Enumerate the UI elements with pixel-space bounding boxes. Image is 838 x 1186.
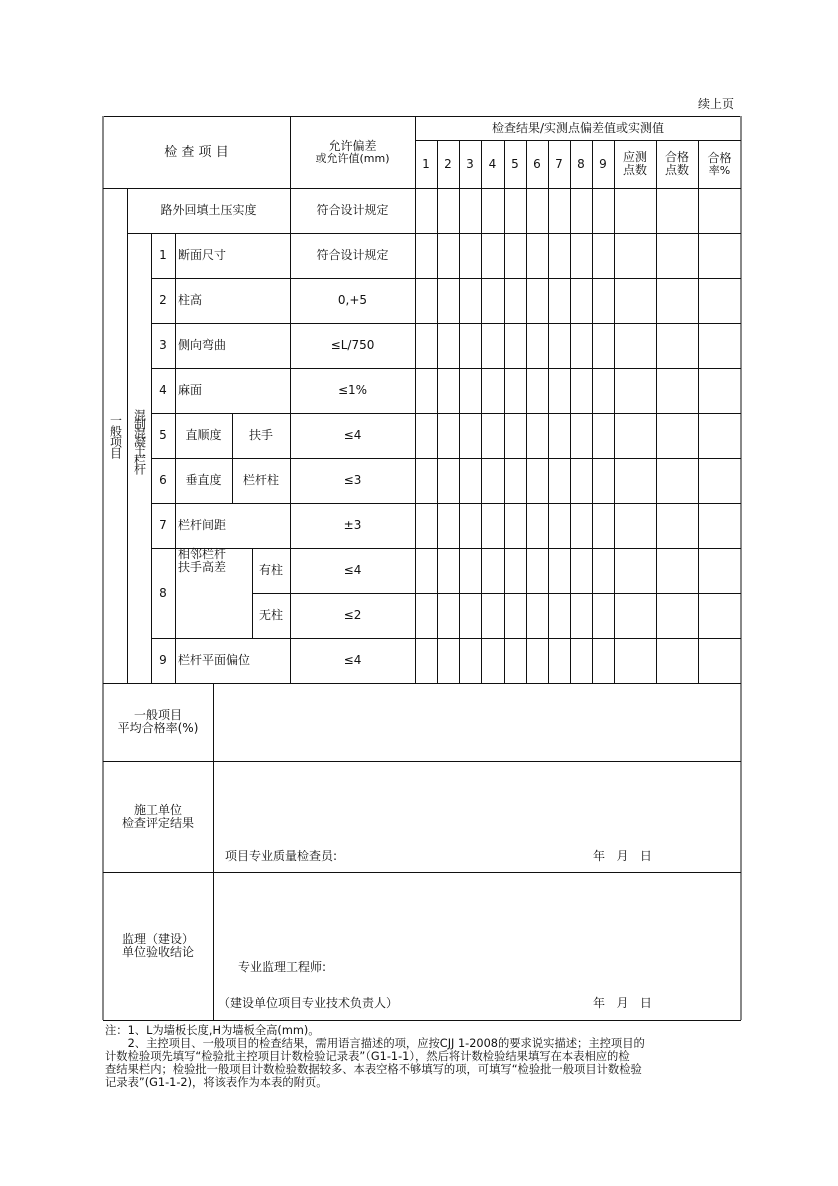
measure-cell[interactable] — [438, 504, 459, 548]
header-tolerance-line2: 或允许值(mm) — [315, 151, 390, 165]
category-general-text: 一般项目 — [108, 413, 123, 458]
measure-cell[interactable] — [416, 594, 437, 638]
contractor-l1: 施工单位 — [133, 802, 182, 817]
measure-cell[interactable] — [657, 369, 698, 413]
measure-cell[interactable] — [699, 414, 741, 458]
measure-cell[interactable] — [438, 234, 459, 278]
measure-cell[interactable] — [416, 459, 437, 503]
measure-cell[interactable] — [549, 279, 570, 323]
measure-cell[interactable] — [699, 549, 741, 593]
avg-rate-label — [103, 683, 213, 761]
measure-cell[interactable] — [615, 369, 656, 413]
measure-cell[interactable] — [482, 189, 504, 233]
measure-cell[interactable] — [482, 234, 504, 278]
header-point-2: 2 — [444, 156, 452, 171]
row8-name-l1: 相邻栏杆 — [178, 547, 227, 561]
supervisor-date: 年 月 日 — [593, 996, 652, 1010]
measure-cell[interactable] — [699, 639, 741, 683]
measure-cell[interactable] — [549, 234, 570, 278]
row9-no: 9 — [159, 653, 167, 667]
measure-cell[interactable] — [460, 459, 481, 503]
measure-cell[interactable] — [438, 369, 459, 413]
measure-cell[interactable] — [505, 324, 526, 368]
measure-cell[interactable] — [699, 234, 741, 278]
header-tolerance-line1: 允许偏差 — [328, 138, 377, 153]
row3-tol: ≤L/750 — [330, 338, 375, 352]
row7-no: 7 — [159, 518, 167, 532]
measure-cell[interactable] — [482, 414, 504, 458]
measure-cell[interactable] — [657, 504, 698, 548]
measure-cell[interactable] — [505, 414, 526, 458]
avg-rate-l1: 一般项目 — [133, 708, 182, 722]
measure-cell[interactable] — [593, 639, 614, 683]
measure-cell[interactable] — [615, 639, 656, 683]
measure-cell[interactable] — [657, 279, 698, 323]
measure-cell[interactable] — [527, 414, 548, 458]
measure-cell[interactable] — [571, 369, 592, 413]
row4-no: 4 — [159, 383, 167, 397]
row1-no: 1 — [159, 248, 167, 262]
measure-cell[interactable] — [593, 324, 614, 368]
row6-name: 垂直度 — [185, 473, 222, 487]
row8-sub-a: 有柱 — [258, 563, 283, 577]
header-qualified-points-l2: 点数 — [664, 163, 689, 177]
measure-cell[interactable] — [438, 459, 459, 503]
measure-cell[interactable] — [657, 639, 698, 683]
measure-cell[interactable] — [549, 324, 570, 368]
measure-cell[interactable] — [593, 549, 614, 593]
measure-cell[interactable] — [482, 369, 504, 413]
header-point-6: 6 — [533, 156, 541, 171]
header-qualified-rate-l2: 率% — [708, 163, 731, 177]
measure-cell[interactable] — [549, 549, 570, 593]
measure-cell[interactable] — [438, 279, 459, 323]
measure-cell[interactable] — [593, 594, 614, 638]
measure-cell[interactable] — [416, 504, 437, 548]
measure-cell[interactable] — [571, 459, 592, 503]
row1-tol: 符合设计规定 — [316, 248, 389, 262]
measure-cell[interactable] — [549, 414, 570, 458]
header-qualified-points-l1: 合格 — [664, 150, 689, 164]
supervisor-label — [103, 872, 213, 1020]
measure-cell[interactable] — [527, 639, 548, 683]
header-point-5: 5 — [511, 156, 519, 171]
measure-cell[interactable] — [482, 324, 504, 368]
measure-cell[interactable] — [657, 549, 698, 593]
measure-cell[interactable] — [527, 459, 548, 503]
measure-cell[interactable] — [699, 459, 741, 503]
measure-cell[interactable] — [416, 414, 437, 458]
note-line: 计数检验项先填写“检验批主控项目计数检验记录表”（G1-1-1），然后将计数检验结果填写在本表相应的检 — [105, 1050, 630, 1063]
supervisor-l2: 单位验收结论 — [121, 945, 194, 959]
measure-cell[interactable] — [438, 549, 459, 593]
row4-name: 麻面 — [178, 383, 203, 397]
measure-cell[interactable] — [482, 639, 504, 683]
measure-cell[interactable] — [571, 504, 592, 548]
measure-cell[interactable] — [460, 324, 481, 368]
measure-cell[interactable] — [527, 279, 548, 323]
contractor-sign: 项目专业质量检查员: — [225, 849, 338, 863]
row6-sub: 栏杆柱 — [242, 473, 279, 487]
row6-no: 6 — [159, 473, 167, 487]
row5-no: 5 — [159, 428, 167, 442]
header-point-7: 7 — [555, 156, 563, 171]
row5-sub: 扶手 — [248, 428, 273, 442]
header-qualified-rate-l1: 合格 — [707, 150, 732, 165]
measure-cell[interactable] — [460, 594, 481, 638]
supervisor-sign: 专业监理工程师: — [238, 960, 327, 974]
measure-cell[interactable] — [615, 189, 656, 233]
measure-cell[interactable] — [482, 279, 504, 323]
measure-cell[interactable] — [593, 234, 614, 278]
category-sub-text: 混制混凝土栏杆 — [132, 409, 147, 472]
measure-cell[interactable] — [549, 594, 570, 638]
header-qualified-rate — [698, 140, 741, 188]
measure-cell[interactable] — [615, 279, 656, 323]
measure-cell[interactable] — [505, 369, 526, 413]
row7-tol: ±3 — [343, 518, 362, 532]
measure-cell[interactable] — [657, 459, 698, 503]
measure-cell[interactable] — [527, 324, 548, 368]
measure-cell[interactable] — [549, 189, 570, 233]
header-point-8: 8 — [577, 156, 585, 171]
measure-cell[interactable] — [416, 279, 437, 323]
measure-cell[interactable] — [615, 459, 656, 503]
row9-tol: ≤4 — [343, 653, 362, 667]
row-backfill-tol: 符合设计规定 — [316, 203, 389, 217]
measure-cell[interactable] — [438, 639, 459, 683]
measure-cell[interactable] — [527, 369, 548, 413]
row3-no: 3 — [159, 338, 167, 352]
row7-name: 栏杆间距 — [178, 518, 227, 532]
measure-cell[interactable] — [438, 594, 459, 638]
measure-cell[interactable] — [571, 549, 592, 593]
row8-no: 8 — [159, 585, 167, 600]
measure-cell[interactable] — [505, 639, 526, 683]
measure-cell[interactable] — [460, 504, 481, 548]
measure-cell[interactable] — [527, 549, 548, 593]
measure-cell[interactable] — [699, 279, 741, 323]
measure-cell[interactable] — [482, 504, 504, 548]
row2-name: 柱高 — [178, 293, 203, 307]
row6-tol: ≤3 — [343, 473, 362, 487]
row1-name: 断面尺寸 — [178, 248, 227, 262]
measure-cell[interactable] — [505, 549, 526, 593]
measure-cell[interactable] — [571, 594, 592, 638]
measure-cell[interactable] — [460, 279, 481, 323]
measure-cell[interactable] — [593, 369, 614, 413]
header-qualified-points — [656, 140, 698, 188]
note-line: 注：1、L为墙板长度,H为墙板全高(mm)。 — [105, 1024, 320, 1037]
header-tolerance — [290, 116, 415, 188]
header-results-title: 检查结果/实测点偏差值或实测值 — [491, 120, 665, 135]
measure-cell[interactable] — [505, 234, 526, 278]
row8-sub-b: 无柱 — [258, 608, 283, 622]
measure-cell[interactable] — [615, 414, 656, 458]
measure-cell[interactable] — [505, 279, 526, 323]
measure-cell[interactable] — [615, 324, 656, 368]
measure-cell[interactable] — [416, 549, 437, 593]
header-point-9: 9 — [599, 156, 607, 171]
header-should-measure — [614, 140, 656, 188]
measure-cell[interactable] — [593, 414, 614, 458]
measure-cell[interactable] — [460, 639, 481, 683]
avg-rate-l2: 平均合格率(%) — [117, 721, 199, 735]
measure-cell[interactable] — [699, 369, 741, 413]
measure-cell[interactable] — [416, 189, 437, 233]
measure-cell[interactable] — [699, 594, 741, 638]
header-should-measure-l1: 应测 — [622, 150, 647, 164]
measure-cell[interactable] — [699, 504, 741, 548]
measure-cell[interactable] — [657, 234, 698, 278]
measure-cell[interactable] — [615, 549, 656, 593]
measure-cell[interactable] — [527, 594, 548, 638]
measure-cell[interactable] — [505, 189, 526, 233]
category-general — [103, 188, 127, 683]
row4-tol: ≤1% — [337, 383, 368, 397]
row3-name: 侧向弯曲 — [178, 338, 227, 352]
measure-cell[interactable] — [482, 594, 504, 638]
row5-name: 直顺度 — [185, 428, 222, 442]
measure-cell[interactable] — [527, 504, 548, 548]
measure-cell[interactable] — [571, 234, 592, 278]
measure-cell[interactable] — [615, 594, 656, 638]
measure-cell[interactable] — [549, 369, 570, 413]
category-sub — [127, 233, 151, 683]
measure-cell[interactable] — [657, 189, 698, 233]
row8-name-l2: 扶手高差 — [178, 560, 227, 574]
measure-cell[interactable] — [549, 504, 570, 548]
measure-cell[interactable] — [593, 459, 614, 503]
supervisor-sign2: （建设单位项目专业技术负责人） — [218, 996, 399, 1010]
measure-cell[interactable] — [549, 459, 570, 503]
measure-cell[interactable] — [438, 189, 459, 233]
measure-cell[interactable] — [571, 414, 592, 458]
measure-cell[interactable] — [571, 324, 592, 368]
row8-tol-b: ≤2 — [343, 608, 362, 622]
header-item: 检 查 项 目 — [164, 144, 229, 160]
measure-cell[interactable] — [460, 549, 481, 593]
row2-tol: 0,+5 — [337, 293, 368, 307]
measure-cell[interactable] — [571, 639, 592, 683]
measure-cell[interactable] — [527, 189, 548, 233]
row8-name — [175, 548, 252, 638]
measure-cell[interactable] — [460, 369, 481, 413]
measure-cell[interactable] — [615, 504, 656, 548]
measure-cell[interactable] — [460, 234, 481, 278]
measure-cell[interactable] — [505, 459, 526, 503]
measure-cell[interactable] — [593, 504, 614, 548]
measure-cell[interactable] — [482, 459, 504, 503]
note-line: 记录表”(G1-1-2)，将该表作为本表的附页。 — [105, 1076, 328, 1089]
measure-cell[interactable] — [438, 414, 459, 458]
notes — [105, 1024, 745, 1089]
note-line: 2、主控项目、一般项目的检查结果，需用语言描述的项，应按CJJ 1-2008的要求说实描述；主控项目的 — [105, 1037, 645, 1050]
header-should-measure-l2: 点数 — [622, 163, 647, 177]
measure-cell[interactable] — [699, 324, 741, 368]
measure-cell[interactable] — [527, 234, 548, 278]
supervisor-l1: 监理（建设） — [121, 932, 194, 946]
measure-cell[interactable] — [460, 189, 481, 233]
contractor-date: 年 月 日 — [593, 849, 652, 863]
row8-tol-a: ≤4 — [343, 563, 362, 577]
measure-cell[interactable] — [416, 639, 437, 683]
measure-cell[interactable] — [593, 189, 614, 233]
row-backfill-name: 路外回填土压实度 — [160, 203, 257, 217]
measure-cell[interactable] — [571, 189, 592, 233]
measure-cell[interactable] — [657, 414, 698, 458]
measure-cell[interactable] — [593, 279, 614, 323]
contractor-l2: 检查评定结果 — [121, 815, 194, 830]
contractor-label — [103, 761, 213, 872]
measure-cell[interactable] — [438, 324, 459, 368]
measure-cell[interactable] — [505, 504, 526, 548]
measure-cell[interactable] — [416, 369, 437, 413]
measure-cell[interactable] — [657, 324, 698, 368]
row5-tol: ≤4 — [343, 428, 362, 442]
note-line: 查结果栏内；检验批一般项目计数检验数据较多、本表空格不够填写的项，可填写“检验批一般项目计数检验 — [105, 1063, 642, 1076]
row9-name: 栏杆平面偏位 — [178, 653, 251, 667]
header-point-1: 1 — [422, 156, 430, 171]
header-point-4: 4 — [488, 156, 497, 171]
measure-cell[interactable] — [571, 279, 592, 323]
measure-cell[interactable] — [549, 639, 570, 683]
measure-cell[interactable] — [657, 594, 698, 638]
measure-cell[interactable] — [615, 234, 656, 278]
row2-no: 2 — [159, 293, 167, 307]
measure-cell[interactable] — [416, 324, 437, 368]
measure-cell[interactable] — [416, 234, 437, 278]
measure-cell[interactable] — [699, 189, 741, 233]
measure-cell[interactable] — [505, 594, 526, 638]
measure-cell[interactable] — [482, 549, 504, 593]
avg-rate-field[interactable] — [214, 684, 740, 760]
measure-cell[interactable] — [460, 414, 481, 458]
continued-label: 续上页 — [698, 97, 735, 111]
header-point-3: 3 — [466, 156, 474, 171]
